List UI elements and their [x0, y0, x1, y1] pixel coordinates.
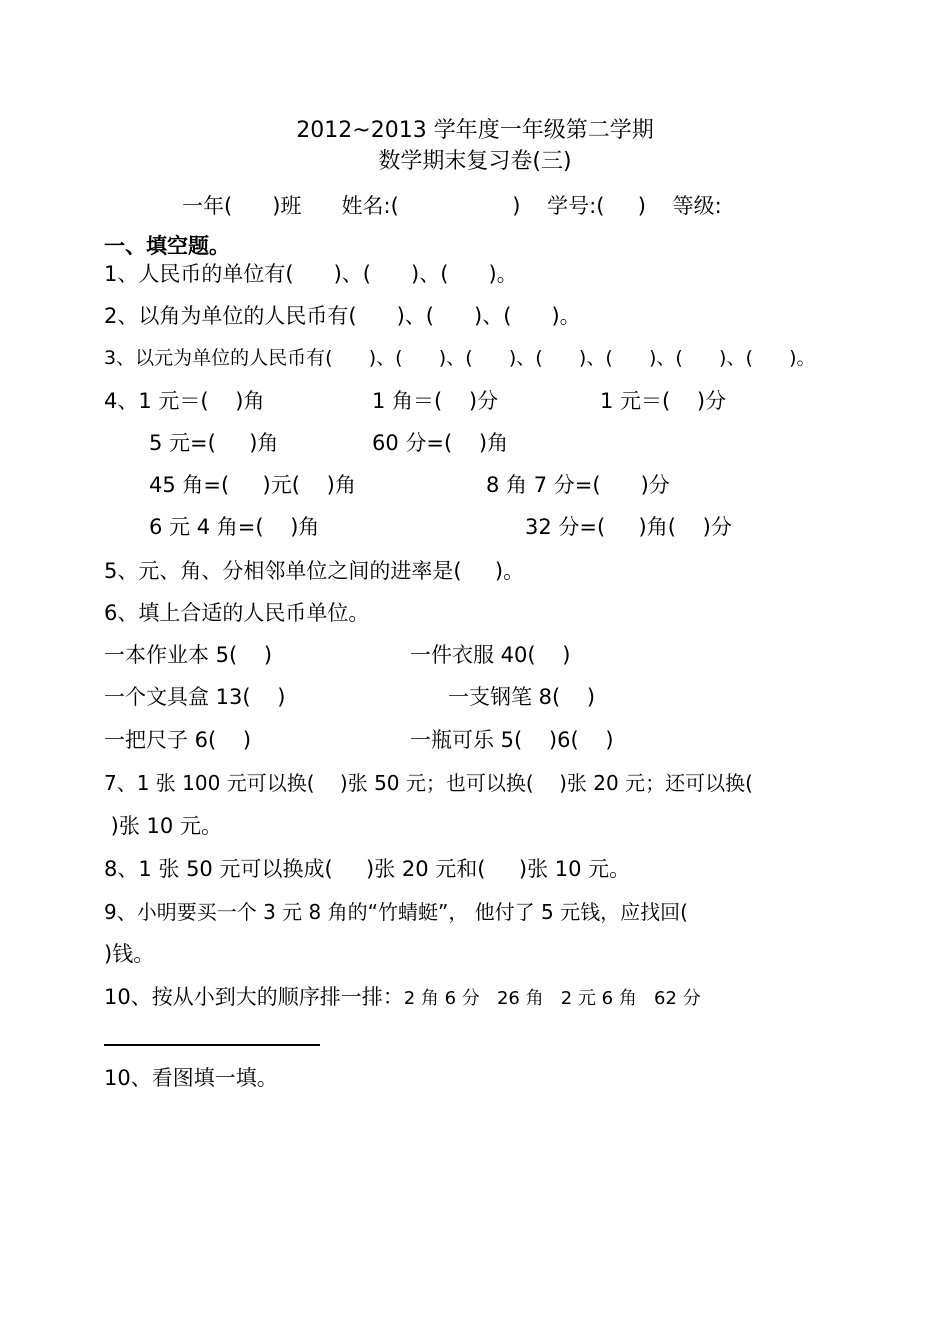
question-5: 5、元、角、分相邻单位之间的进率是( )。 [104, 559, 525, 583]
question-7-line2: )张 10 元。 [104, 814, 222, 838]
question-10-items: 2 角 6 分 26 角 2 元 6 角 62 分 [403, 988, 701, 1009]
question-6-item-a: 一本作业本 5( ) [104, 643, 273, 667]
question-4-row2-b: 60 分=( )角 [372, 431, 509, 455]
question-8: 8、1 张 50 元可以换成( )张 20 元和( )张 10 元。 [104, 857, 631, 881]
question-10-prompt: 10、按从小到大的顺序排一排： [104, 985, 404, 1009]
section-heading-fill-blanks: 一、填空题。 [104, 234, 230, 258]
question-4-row4-a: 6 元 4 角=( )角 [149, 515, 320, 539]
question-4-row2-a: 5 元=( )角 [149, 431, 279, 455]
question-10-order [104, 983, 701, 1013]
exam-title-line2: 数学期末复习卷(三) [378, 149, 572, 174]
question-6-item-e: 一把尺子 6( ) [104, 728, 252, 752]
question-4-row3-b: 8 角 7 分=( )分 [486, 473, 670, 497]
question-6: 6、填上合适的人民币单位。 [104, 601, 370, 625]
student-info-line: 一年( )班 姓名:( ) 学号:( ) 等级: [182, 194, 722, 218]
question-4-row3-a: 45 角=( )元( )角 [149, 473, 356, 497]
exam-title-line1: 2012~2013 学年度一年级第二学期 [296, 118, 654, 143]
question-9-line1: 9、小明要买一个 3 元 8 角的“竹蜻蜓”， 他付了 5 元钱，应找回( [104, 900, 688, 924]
question-2: 2、以角为单位的人民币有( )、( )、( )。 [104, 304, 581, 328]
question-4-row4-b: 32 分=( )角( )分 [525, 515, 732, 539]
question-4-row1-c: 1 元＝( )分 [600, 389, 727, 413]
question-3: 3、以元为单位的人民币有( )、( )、( )、( )、( )、( )、( )。 [104, 347, 816, 369]
question-1: 1、人民币的单位有( )、( )、( )。 [104, 262, 518, 286]
answer-underline [104, 1044, 320, 1046]
question-10-look-fill: 10、看图填一填。 [104, 1066, 278, 1090]
question-6-item-b: 一件衣服 40( ) [410, 643, 571, 667]
question-7-line1: 7、1 张 100 元可以换( )张 50 元；也可以换( )张 20 元；还可以换( [104, 771, 753, 795]
question-4-row1-b: 1 角＝( )分 [372, 389, 499, 413]
question-6-item-f: 一瓶可乐 5( )6( ) [410, 728, 614, 752]
question-4-row1-a: 4、1 元＝( )角 [104, 389, 265, 413]
question-6-item-d: 一支钢笔 8( ) [448, 685, 596, 709]
question-6-item-c: 一个文具盒 13( ) [104, 685, 286, 709]
question-9-line2: )钱。 [104, 942, 155, 966]
